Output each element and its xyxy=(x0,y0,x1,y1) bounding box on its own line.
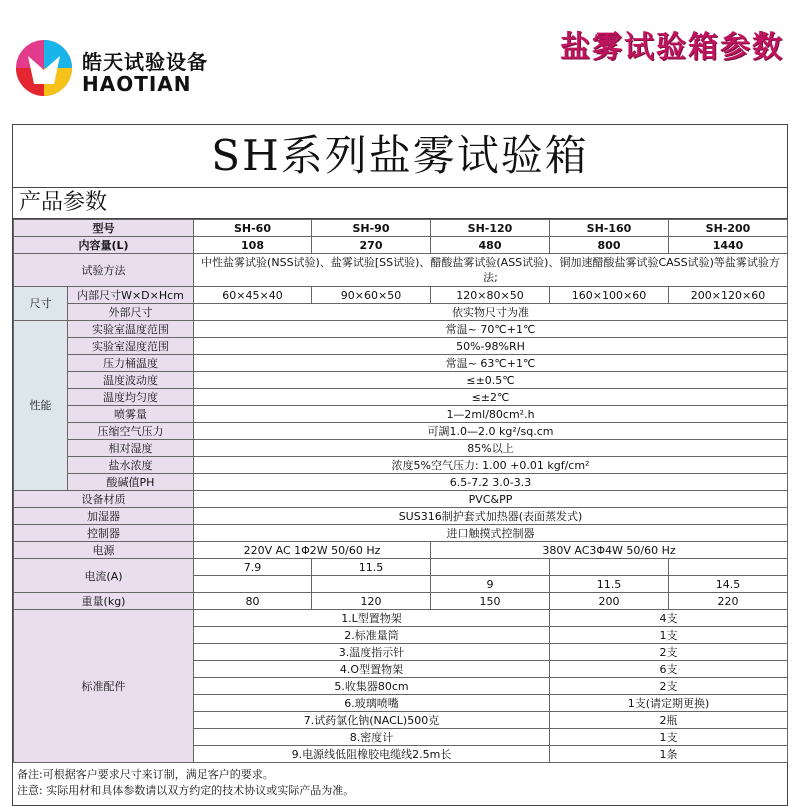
inner-size-cell: 160×100×60 xyxy=(550,287,669,304)
accessory-qty: 4支 xyxy=(550,610,788,627)
current-cell: 9 xyxy=(431,576,550,593)
humidifier-label: 加湿器 xyxy=(14,508,194,525)
perf-value: 1—2ml/80cm².h xyxy=(194,406,788,423)
weight-cell: 200 xyxy=(550,593,669,610)
accessories-group-label: 标准配件 xyxy=(14,610,194,763)
perf-value: 6.5-7.2 3.0-3.3 xyxy=(194,474,788,491)
perf-label: 实验室温度范围 xyxy=(68,321,194,338)
current-cell-empty xyxy=(550,559,669,576)
inner-size-label: 内部尺寸W×D×Hcm xyxy=(68,287,194,304)
accessory-name: 4.O型置物架 xyxy=(194,661,550,678)
accessory-name: 8.密度计 xyxy=(194,729,550,746)
perf-value: 50%-98%RH xyxy=(194,338,788,355)
perf-value: 可調1.0—2.0 kg²/sq.cm xyxy=(194,423,788,440)
header xyxy=(0,0,800,110)
spec-sheet xyxy=(12,124,788,806)
table-row xyxy=(14,423,788,440)
table-row xyxy=(14,525,788,542)
haotian-logo-icon xyxy=(14,38,74,98)
table-row xyxy=(14,254,788,287)
accessory-qty: 2瓶 xyxy=(550,712,788,729)
weight-cell: 80 xyxy=(194,593,312,610)
accessory-qty: 1条 xyxy=(550,746,788,763)
current-cell-empty xyxy=(312,576,431,593)
accessory-name: 9.电源线低阻橡胶电缆线2.5m长 xyxy=(194,746,550,763)
current-cell: 14.5 xyxy=(669,576,788,593)
inner-size-cell: 200×120×60 xyxy=(669,287,788,304)
table-row xyxy=(14,389,788,406)
inner-size-cell: 60×45×40 xyxy=(194,287,312,304)
humidifier-value: SUS316制护套式加热器(表面蒸发式) xyxy=(194,508,788,525)
note-line: 备注:可根据客户要求尺寸来订制，满足客户的要求。 xyxy=(17,768,274,781)
table-row xyxy=(14,542,788,559)
table-row xyxy=(14,440,788,457)
model-cell: SH-120 xyxy=(431,220,550,237)
table-row xyxy=(14,304,788,321)
power-label: 电源 xyxy=(14,542,194,559)
current-cell-empty xyxy=(194,576,312,593)
perf-label: 压缩空气压力 xyxy=(68,423,194,440)
weight-label: 重量(kg) xyxy=(14,593,194,610)
perf-label: 实验室湿度范围 xyxy=(68,338,194,355)
section-title: 产品参数 xyxy=(13,188,787,219)
table-row xyxy=(14,355,788,372)
perf-group-label: 性能 xyxy=(14,321,68,491)
inner-size-cell: 120×80×50 xyxy=(431,287,550,304)
table-row xyxy=(14,321,788,338)
outer-size-label: 外部尺寸 xyxy=(68,304,194,321)
controller-label: 控制器 xyxy=(14,525,194,542)
spec-table xyxy=(13,219,788,763)
accessory-name: 7.试药氯化钠(NACL)500克 xyxy=(194,712,550,729)
perf-label: 相对湿度 xyxy=(68,440,194,457)
perf-label: 盐水浓度 xyxy=(68,457,194,474)
perf-label: 喷雾量 xyxy=(68,406,194,423)
capacity-cell: 108 xyxy=(194,237,312,254)
note-line: 注意: 实际用材和具体参数请以双方约定的技术协议或实际产品为准。 xyxy=(17,784,355,797)
page-title: SH系列盐雾试验箱 xyxy=(13,125,787,188)
perf-label: 温度均匀度 xyxy=(68,389,194,406)
capacity-cell: 800 xyxy=(550,237,669,254)
model-cell: SH-90 xyxy=(312,220,431,237)
brand-name-en: HAOTIAN xyxy=(82,72,192,96)
accessory-qty: 2支 xyxy=(550,644,788,661)
accessory-qty: 6支 xyxy=(550,661,788,678)
table-row xyxy=(14,508,788,525)
capacity-label: 内容量(L) xyxy=(14,237,194,254)
capacity-cell: 1440 xyxy=(669,237,788,254)
material-value: PVC&PP xyxy=(194,491,788,508)
current-cell-empty xyxy=(669,559,788,576)
current-label: 电流(A) xyxy=(14,559,194,593)
table-row xyxy=(14,406,788,423)
current-cell: 7.9 xyxy=(194,559,312,576)
accessory-qty: 1支 xyxy=(550,729,788,746)
power-value-b: 380V AC3Φ4W 50/60 Hz xyxy=(431,542,788,559)
current-cell-empty xyxy=(431,559,550,576)
perf-value: 常温~ 63℃+1℃ xyxy=(194,355,788,372)
power-value-a: 220V AC 1Φ2W 50/60 Hz xyxy=(194,542,431,559)
capacity-cell: 270 xyxy=(312,237,431,254)
accessory-name: 1.L型置物架 xyxy=(194,610,550,627)
table-row xyxy=(14,237,788,254)
table-row xyxy=(14,372,788,389)
notes xyxy=(13,763,787,805)
table-row xyxy=(14,474,788,491)
test-method-value: 中性盐雾试验(NSS试验)、盐雾试验[SS试验)、醋酸盐雾试验(ASS试验)、铜加速醋酸盐雾试验CASS试验)等盐雾试验方法; xyxy=(194,254,788,287)
perf-label: 酸碱值PH xyxy=(68,474,194,491)
accessory-name: 5.收集器80cm xyxy=(194,678,550,695)
table-row xyxy=(14,287,788,304)
model-cell: SH-200 xyxy=(669,220,788,237)
table-row xyxy=(14,220,788,237)
material-label: 设备材质 xyxy=(14,491,194,508)
perf-value: 浓度5%空气压力: 1.00 +0.01 kgf/cm² xyxy=(194,457,788,474)
table-row xyxy=(14,593,788,610)
accessory-qty: 1支(请定期更换) xyxy=(550,695,788,712)
table-row xyxy=(14,610,788,627)
inner-size-cell: 90×60×50 xyxy=(312,287,431,304)
accessory-name: 6.玻璃喷嘴 xyxy=(194,695,550,712)
test-method-label: 试验方法 xyxy=(14,254,194,287)
current-cell: 11.5 xyxy=(312,559,431,576)
outer-size-value: 依实物尺寸为准 xyxy=(194,304,788,321)
perf-label: 压力桶温度 xyxy=(68,355,194,372)
model-cell: SH-60 xyxy=(194,220,312,237)
size-group-label: 尺寸 xyxy=(14,287,68,321)
table-row xyxy=(14,559,788,576)
accessory-qty: 2支 xyxy=(550,678,788,695)
controller-value: 进口触摸式控制器 xyxy=(194,525,788,542)
weight-cell: 150 xyxy=(431,593,550,610)
table-row xyxy=(14,457,788,474)
perf-label: 温度波动度 xyxy=(68,372,194,389)
capacity-cell: 480 xyxy=(431,237,550,254)
weight-cell: 120 xyxy=(312,593,431,610)
accessory-name: 3.温度指示针 xyxy=(194,644,550,661)
weight-cell: 220 xyxy=(669,593,788,610)
page-slogan: 盐雾试验箱参数 xyxy=(560,30,784,65)
perf-value: ≤±0.5℃ xyxy=(194,372,788,389)
perf-value: ≤±2℃ xyxy=(194,389,788,406)
perf-value: 常温~ 70℃+1℃ xyxy=(194,321,788,338)
table-row xyxy=(14,338,788,355)
model-cell: SH-160 xyxy=(550,220,669,237)
brand-name-cn: 皓天试验设备 xyxy=(82,50,208,74)
model-label: 型号 xyxy=(14,220,194,237)
current-cell: 11.5 xyxy=(550,576,669,593)
accessory-name: 2.标准量筒 xyxy=(194,627,550,644)
table-row xyxy=(14,491,788,508)
accessory-qty: 1支 xyxy=(550,627,788,644)
perf-value: 85%以上 xyxy=(194,440,788,457)
